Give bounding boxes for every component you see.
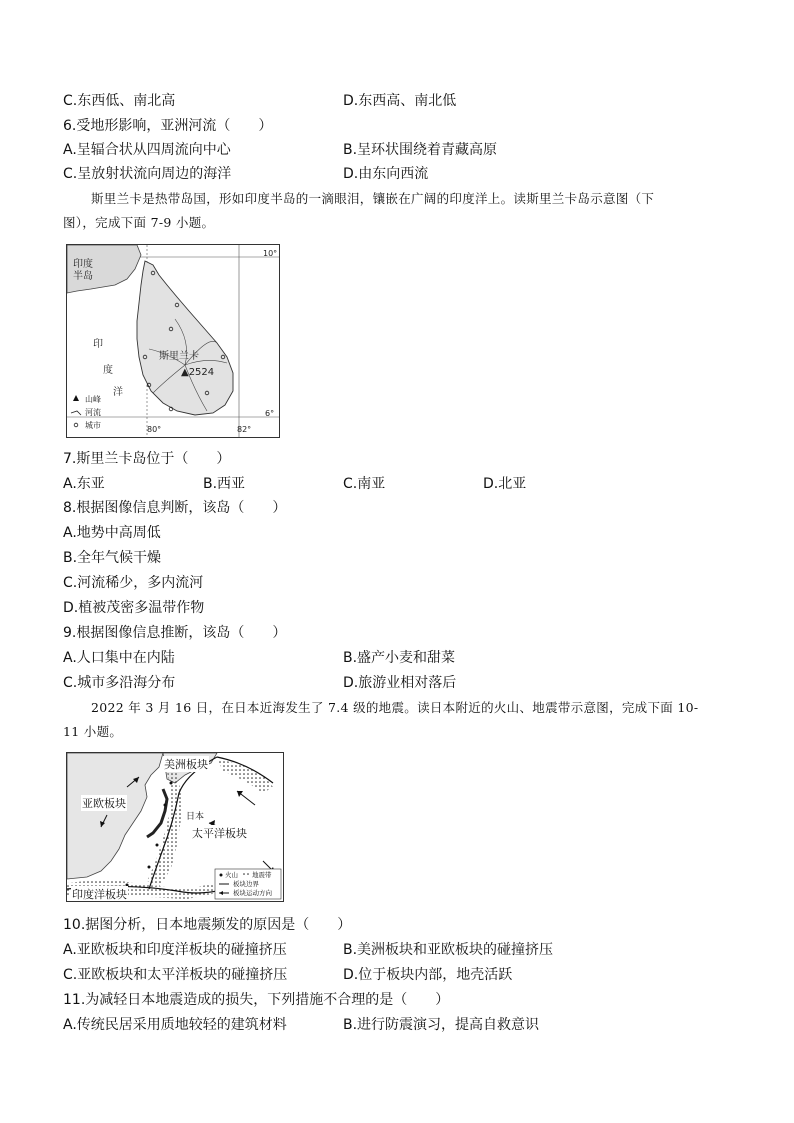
india-peninsula-label: 印度半岛	[73, 259, 93, 282]
q8-option-a: A.地势中高周低	[63, 525, 161, 541]
indian-ocean-label-3: 洋	[113, 387, 123, 398]
legend-quake-label: 地震带	[252, 871, 272, 879]
indian-ocean-label-2: 度	[103, 365, 113, 376]
q8-stem: 8.根据图像信息判断，该岛（ ）	[63, 500, 287, 516]
q7-stem: 7.斯里兰卡岛位于（ ）	[63, 451, 231, 467]
q10-option-c: C.亚欧板块和太平洋板块的碰撞挤压	[63, 967, 288, 983]
q8-option-c: C.河流稀少，多内流河	[63, 575, 204, 591]
legend-peak-label: 山峰	[85, 395, 101, 404]
japan-plates-map	[66, 752, 284, 902]
japan-islands-shape	[147, 789, 167, 837]
indian-plate-label: 印度洋板块	[72, 888, 127, 901]
q11-option-a: A.传统民居采用质地较轻的建筑材料	[63, 1017, 287, 1033]
q10-stem: 10.据图分析，日本地震频发的原因是（ ）	[63, 917, 352, 933]
legend-boundary-label: 板块边界	[233, 880, 259, 888]
q7-option-b: B.西亚	[203, 476, 246, 492]
srilanka-map	[66, 244, 280, 438]
quake-belt-pattern	[147, 771, 181, 887]
srilanka-island-shape	[137, 261, 233, 415]
q9-option-a: A.人口集中在内陆	[63, 650, 175, 666]
lon-right-label: 82°	[237, 425, 252, 434]
q11-option-b: B.进行防震演习，提高自救意识	[343, 1017, 540, 1033]
lon-left-label: 80°	[147, 425, 162, 434]
q6-option-b: B.呈环状围绕着青藏高原	[343, 142, 498, 158]
legend-volcano-label: 火山	[225, 871, 238, 879]
q10-option-b: B.美洲板块和亚欧板块的碰撞挤压	[343, 942, 554, 958]
asia-landmass-shape	[67, 753, 163, 879]
q7-option-a: A.东亚	[63, 476, 105, 492]
q11-stem: 11.为减轻日本地震造成的损失，下列措施不合理的是（ ）	[63, 992, 450, 1008]
america-plate-label: 美洲板块	[164, 758, 208, 771]
q5-option-c: C.东西低、南北高	[63, 93, 176, 109]
q9-option-b: B.盛产小麦和甜菜	[343, 650, 456, 666]
intro-japan-line1: 2022 年 3 月 16 日，在日本近海发生了 7.4 级的地震。读日本附近的火山、地震带示意图，完成下面 10-	[91, 700, 699, 715]
legend-river-label: 河流	[85, 408, 101, 417]
srilanka-country-label: 斯里兰卡	[159, 351, 199, 362]
q6-option-d: D.由东向西流	[343, 166, 429, 182]
japan-label: 日本	[185, 809, 205, 822]
eurasia-plate-label: 亚欧板块	[82, 797, 126, 810]
pacific-plate-label: 太平洋板块	[192, 827, 247, 840]
q9-stem: 9.根据图像信息推断，该岛（ ）	[63, 625, 287, 641]
q8-option-b: B.全年气候干燥	[63, 550, 162, 566]
intro-srilanka-line2: 图），完成下面 7-9 小题。	[63, 215, 215, 230]
intro-japan-line2: 11 小题。	[63, 724, 123, 739]
legend-motion-label: 板块运动方向	[233, 889, 272, 897]
q9-option-d: D.旅游业相对落后	[343, 675, 457, 691]
q10-option-a: A.亚欧板块和印度洋板块的碰撞挤压	[63, 942, 287, 958]
q10-option-d: D.位于板块内部，地壳活跃	[343, 967, 513, 983]
indian-ocean-label-1: 印	[93, 339, 103, 350]
lat-bottom-label: 6°	[265, 409, 275, 418]
q6-stem: 6.受地形影响，亚洲河流（ ）	[63, 118, 273, 134]
q6-option-c: C.呈放射状流向周边的海洋	[63, 166, 232, 182]
q7-option-c: C.南亚	[343, 476, 386, 492]
q8-option-d: D.植被茂密多温带作物	[63, 600, 205, 616]
intro-srilanka-line1: 斯里兰卡是热带岛国，形如印度半岛的一滴眼泪，镶嵌在广阔的印度洋上。读斯里兰卡岛示意图（下	[91, 191, 655, 206]
legend-city-label: 城市	[85, 421, 101, 430]
lat-top-label: 10°	[263, 249, 278, 258]
quake-belt-pattern-east	[217, 759, 273, 793]
peak-elevation-label: ▲2524	[181, 367, 215, 378]
q9-option-c: C.城市多沿海分布	[63, 675, 176, 691]
q6-option-a: A.呈辐合状从四周流向中心	[63, 142, 231, 158]
q5-option-d: D.东西高、南北低	[343, 93, 457, 109]
q7-option-d: D.北亚	[483, 476, 527, 492]
